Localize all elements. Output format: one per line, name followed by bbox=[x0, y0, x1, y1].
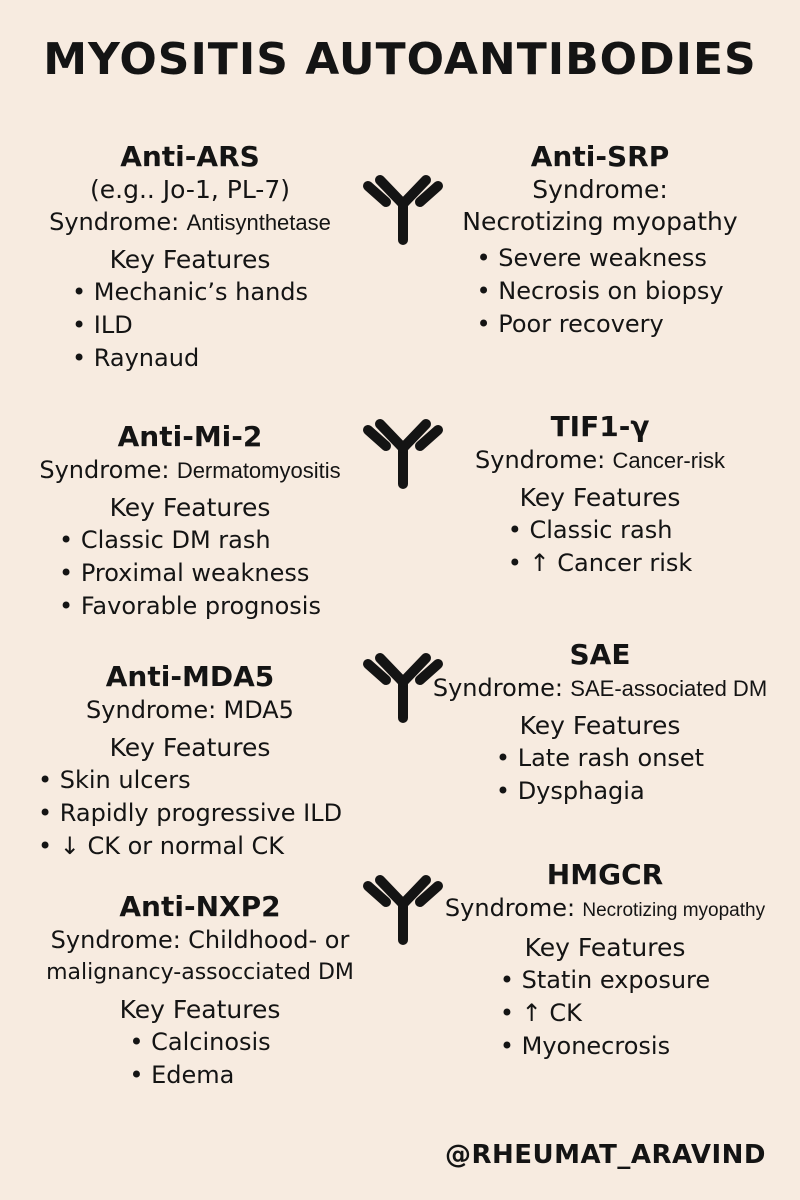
syndrome-value: Dermatomyositis bbox=[176, 458, 341, 483]
syndrome-value: Necrotizing myopathy bbox=[582, 900, 766, 921]
sae-section bbox=[430, 638, 770, 808]
feature-item: • Statin exposure bbox=[500, 964, 710, 997]
syndrome-label: Syndrome: bbox=[432, 674, 563, 702]
author-handle: @RHEUMAT_ARAVIND bbox=[444, 1140, 766, 1170]
key-features-label: Key Features bbox=[524, 933, 686, 962]
antibody-name: Anti-MDA5 bbox=[105, 660, 275, 693]
tif1-gamma-section bbox=[430, 410, 770, 580]
feature-list bbox=[500, 964, 710, 1063]
feature-item: • ↓ CK or normal CK bbox=[38, 830, 342, 863]
key-features-label: Key Features bbox=[519, 711, 681, 740]
key-features-label: Key Features bbox=[109, 493, 271, 522]
feature-item: • ↑ CK bbox=[500, 997, 710, 1030]
feature-item: • Raynaud bbox=[72, 342, 308, 375]
feature-item: • Late rash onset bbox=[496, 742, 704, 775]
key-features-label: Key Features bbox=[109, 245, 271, 274]
antibody-name: Anti-SRP bbox=[530, 140, 670, 173]
syndrome-value: Childhood- or bbox=[188, 926, 350, 954]
feature-item: • Severe weakness bbox=[476, 242, 723, 275]
syndrome-value: Necrotizing myopathy bbox=[462, 207, 738, 236]
key-features-label: Key Features bbox=[109, 733, 271, 762]
feature-list bbox=[38, 764, 342, 863]
syndrome-label: Syndrome: bbox=[475, 446, 606, 474]
syndrome-line bbox=[20, 454, 360, 487]
antibody-name: HMGCR bbox=[546, 858, 664, 891]
syndrome-value: Cancer-risk bbox=[612, 448, 725, 473]
syndrome-line bbox=[430, 672, 770, 705]
syndrome-label: Syndrome: bbox=[39, 456, 170, 484]
syndrome-line bbox=[430, 892, 780, 927]
syndrome-value-continued: malignancy-assocciated DM bbox=[46, 960, 354, 985]
feature-item: • Rapidly progressive ILD bbox=[38, 797, 342, 830]
syndrome-line bbox=[20, 694, 360, 727]
key-features-label: Key Features bbox=[119, 995, 281, 1024]
syndrome-label: Syndrome: bbox=[444, 894, 576, 922]
feature-item: • Classic DM rash bbox=[59, 524, 321, 557]
antibody-name: SAE bbox=[569, 638, 631, 671]
feature-item: • Classic rash bbox=[508, 514, 693, 547]
anti-srp-section bbox=[430, 140, 770, 341]
feature-list bbox=[476, 242, 723, 341]
anti-mda5-section bbox=[20, 660, 360, 863]
feature-item: • ILD bbox=[72, 309, 308, 342]
syndrome-line bbox=[20, 924, 380, 957]
feature-item: • Poor recovery bbox=[476, 308, 723, 341]
anti-mi2-section bbox=[20, 420, 360, 623]
syndrome-line bbox=[430, 444, 770, 477]
feature-item: • Myonecrosis bbox=[500, 1030, 710, 1063]
feature-list bbox=[59, 524, 321, 623]
syndrome-value: SAE-associated DM bbox=[570, 676, 768, 701]
antibody-name: TIF1-γ bbox=[550, 410, 650, 443]
feature-item: • Calcinosis bbox=[129, 1026, 270, 1059]
feature-item: • ↑ Cancer risk bbox=[508, 547, 693, 580]
antibody-examples: (e.g.. Jo-1, PL-7) bbox=[90, 175, 290, 204]
feature-item: • Favorable prognosis bbox=[59, 590, 321, 623]
antibody-name: Anti-ARS bbox=[120, 140, 260, 173]
feature-item: • Necrosis on biopsy bbox=[476, 275, 723, 308]
antibody-name: Anti-NXP2 bbox=[119, 890, 281, 923]
syndrome-label: Syndrome: bbox=[49, 208, 180, 236]
syndrome-value: MDA5 bbox=[223, 696, 294, 724]
feature-item: • Dysphagia bbox=[496, 775, 704, 808]
syndrome-line bbox=[20, 206, 360, 239]
feature-item: • Mechanic’s hands bbox=[72, 276, 308, 309]
syndrome-label: Syndrome: bbox=[532, 175, 668, 204]
feature-item: • Skin ulcers bbox=[38, 764, 342, 797]
feature-list bbox=[129, 1026, 270, 1092]
feature-item: • Edema bbox=[129, 1059, 270, 1092]
key-features-label: Key Features bbox=[519, 483, 681, 512]
syndrome-value: Antisynthetase bbox=[186, 210, 331, 235]
page-title: MYOSITIS AUTOANTIBODIES bbox=[43, 34, 757, 85]
hmgcr-section bbox=[430, 858, 780, 1063]
feature-list bbox=[72, 276, 308, 375]
anti-ars-section bbox=[20, 140, 360, 375]
feature-list bbox=[508, 514, 693, 580]
syndrome-label: Syndrome: bbox=[50, 926, 181, 954]
anti-nxp2-section bbox=[20, 890, 380, 1092]
feature-list bbox=[496, 742, 704, 808]
syndrome-label: Syndrome: bbox=[86, 696, 217, 724]
feature-item: • Proximal weakness bbox=[59, 557, 321, 590]
antibody-name: Anti-Mi-2 bbox=[117, 420, 263, 453]
